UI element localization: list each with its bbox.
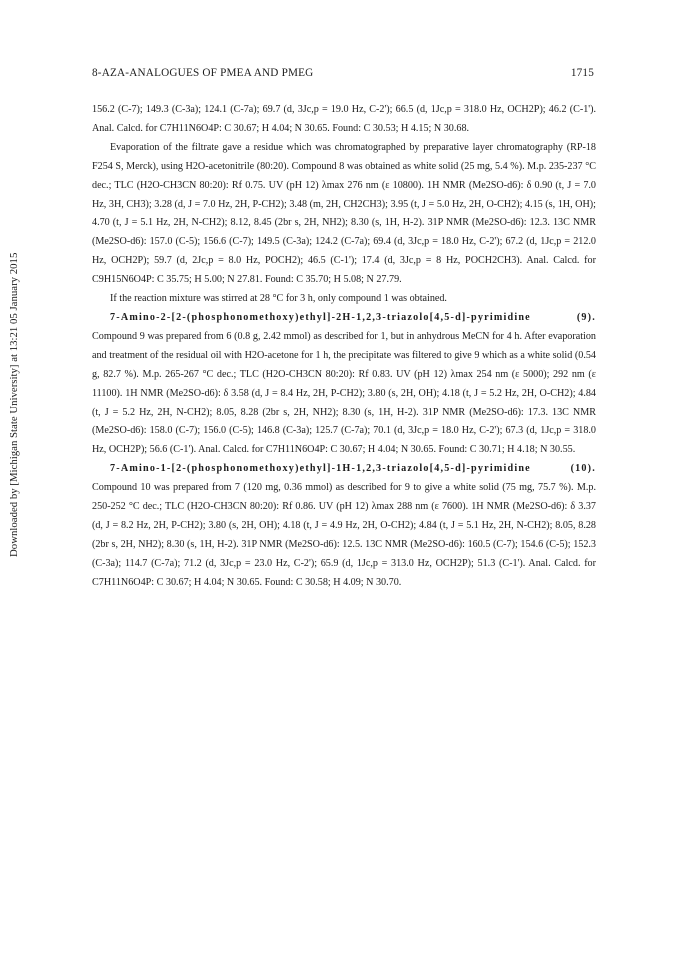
paragraph-compound-8: Evaporation of the filtrate gave a residue which was chromatographed by preparative layer chromatography (RP-18 F254 S, Merck), using H2O-acetonitrile (80:20). Compound 8 was obtained as white solid (25 mg, 5.4 %). M.p. 235-237 °C dec.; TLC (H2O-CH3CN 80:20): Rf 0.75. UV (pH 12) λmax 276 nm (ε 10800). 1H NMR (Me2SO-d6): δ 0.90 (t, J = 7.0 Hz, 3H, CH3); 3.28 (d, J = 7.0 Hz, 2H, P-CH2); 3.48 (m, 2H, CH2CH3); 3.95 (t, J = 5.0 Hz, 2H, O-CH2); 4.15 (s, 1H, OH); 4.70 (t, J = 5.1 Hz, 2H, N-CH2); 8.12, 8.45 (2br s, 2H, NH2); 8.30 (s, 1H, H-2). 31P NMR (Me2SO-d6): 12.3. 13C NMR (Me2SO-d6): 157.0 (C-5); 156.6 (C-7); 149.5 (C-3a); 124.2 (C-7a); 69.4 (d, 3Jc,p = 18.0 Hz, C-2'); 67.2 (d, 1Jc,p = 212.0 Hz, OCH2P); 59.7 (d, 2Jc,p = 8.0 Hz, POCH2); 46.5 (C-1'); 17.4 (d, 3Jc,p = 8 Hz, POCH2CH3). Anal. Calcd. for C9H15N6O4P: C 35.75; H 5.00; N 27.81. Found: C 35.70; H 5.08; N 27.79. bbox=[92, 141, 596, 286]
running-title: 8-AZA-ANALOGUES OF PMEA AND PMEG bbox=[92, 67, 314, 79]
paragraph-compound-9 bbox=[92, 309, 596, 460]
compound-9-heading: 7-Amino-2-[2-(phosphonomethoxy)ethyl]-2H-1,2,3-triazolo[4,5-d]-pyrimidine (9). bbox=[110, 311, 596, 323]
paragraph-compound-10 bbox=[92, 460, 596, 592]
compound-10-heading: 7-Amino-1-[2-(phosphonomethoxy)ethyl]-1H-1,2,3-triazolo[4,5-d]-pyrimidine (10). bbox=[110, 463, 596, 475]
paragraph-nmr-continuation: 156.2 (C-7); 149.3 (C-3a); 124.1 (C-7a); 69.7 (d, 3Jc,p = 19.0 Hz, C-2'); 66.5 (d, 1Jc,p = 318.0 Hz, OCH2P); 46.2 (C-1'). Anal. Calcd. for C7H11N6O4P: C 30.67; H 4.04; N 30.65. Found: C 30.53; H 4.15; N 30.68. bbox=[92, 104, 596, 134]
compound-9-text: Compound 9 was prepared from 6 (0.8 g, 2.42 mmol) as described for 1, but in anhydrous MeCN for 4 h. After evaporation and treatment of the residual oil with H2O-acetone for 1 h, the precipitate was filtered to give 9 which as a white solid (0.54 g, 82.7 %). M.p. 265-267 °C dec.; TLC (H2O-CH3CN 80:20): Rf 0.83. UV (pH 12) λmax 254 nm (ε 5000); 292 nm (ε 11100). 1H NMR (Me2SO-d6): δ 3.58 (d, J = 8.4 Hz, 2H, P-CH2); 3.80 (s, 2H, OH); 4.18 (t, J = 5.2 Hz, 2H, O-CH2); 4.84 (t, J = 5.2 Hz, 2H, N-CH2); 8.05, 8.28 (2br s, 2H, NH2); 8.30 (s, 1H, H-2). 31P NMR (Me2SO-d6): 17.3. 13C NMR (Me2SO-d6): 158.0 (C-7); 156.0 (C-5); 146.8 (C-3a); 125.7 (C-7a); 70.1 (d, 3Jc,p = 18.0 Hz, C-2'); 67.3 (d, 1Jc,p = 318.0 Hz, OCH2P); 56.6 (C-1'). Anal. Calcd. for C7H11N6O4P: C 30.67; H 4.04; N 30.65. Found: C 30.71; H 4.18; N 30.55. bbox=[92, 330, 596, 456]
page-header bbox=[92, 66, 594, 80]
paragraph-reaction-note: If the reaction mixture was stirred at 28 °C for 3 h, only compound 1 was obtained. bbox=[110, 293, 447, 305]
download-watermark: Downloaded by [Michigan State University] at 13:21 05 January 2015 bbox=[8, 252, 20, 558]
page-number: 1715 bbox=[570, 67, 594, 79]
compound-10-text: Compound 10 was prepared from 7 (120 mg, 0.36 mmol) as described for 9 to give a white solid (75 mg, 75.7 %). M.p. 250-252 °C dec.; TLC (H2O-CH3CN 80:20): Rf 0.86. UV (pH 12) λmax 288 nm (ε 7600). 1H NMR (Me2SO-d6): δ 3.37 (d, J = 8.2 Hz, 2H, P-CH2); 3.80 (s, 2H, OH); 4.18 (t, J = 4.9 Hz, 2H, O-CH2); 4.84 (t, J = 5.1 Hz, 2H, N-CH2); 8.05, 8.28 (2br s, 2H, NH2); 8.30 (s, 1H, H-2). 31P NMR (Me2SO-d6): 12.5. 13C NMR (Me2SO-d6): 160.5 (C-7); 154.6 (C-5); 152.3 (C-3a); 114.7 (C-7a); 71.2 (d, 3Jc,p = 23.0 Hz, C-2'); 65.9 (d, 1Jc,p = 313.0 Hz, OCH2P); 51.3 (C-1'). Anal. Calcd. for C7H11N6O4P: C 30.67; H 4.04; N 30.65. Found: C 30.58; H 4.09; N 30.70. bbox=[92, 482, 596, 588]
article-body bbox=[92, 101, 596, 593]
